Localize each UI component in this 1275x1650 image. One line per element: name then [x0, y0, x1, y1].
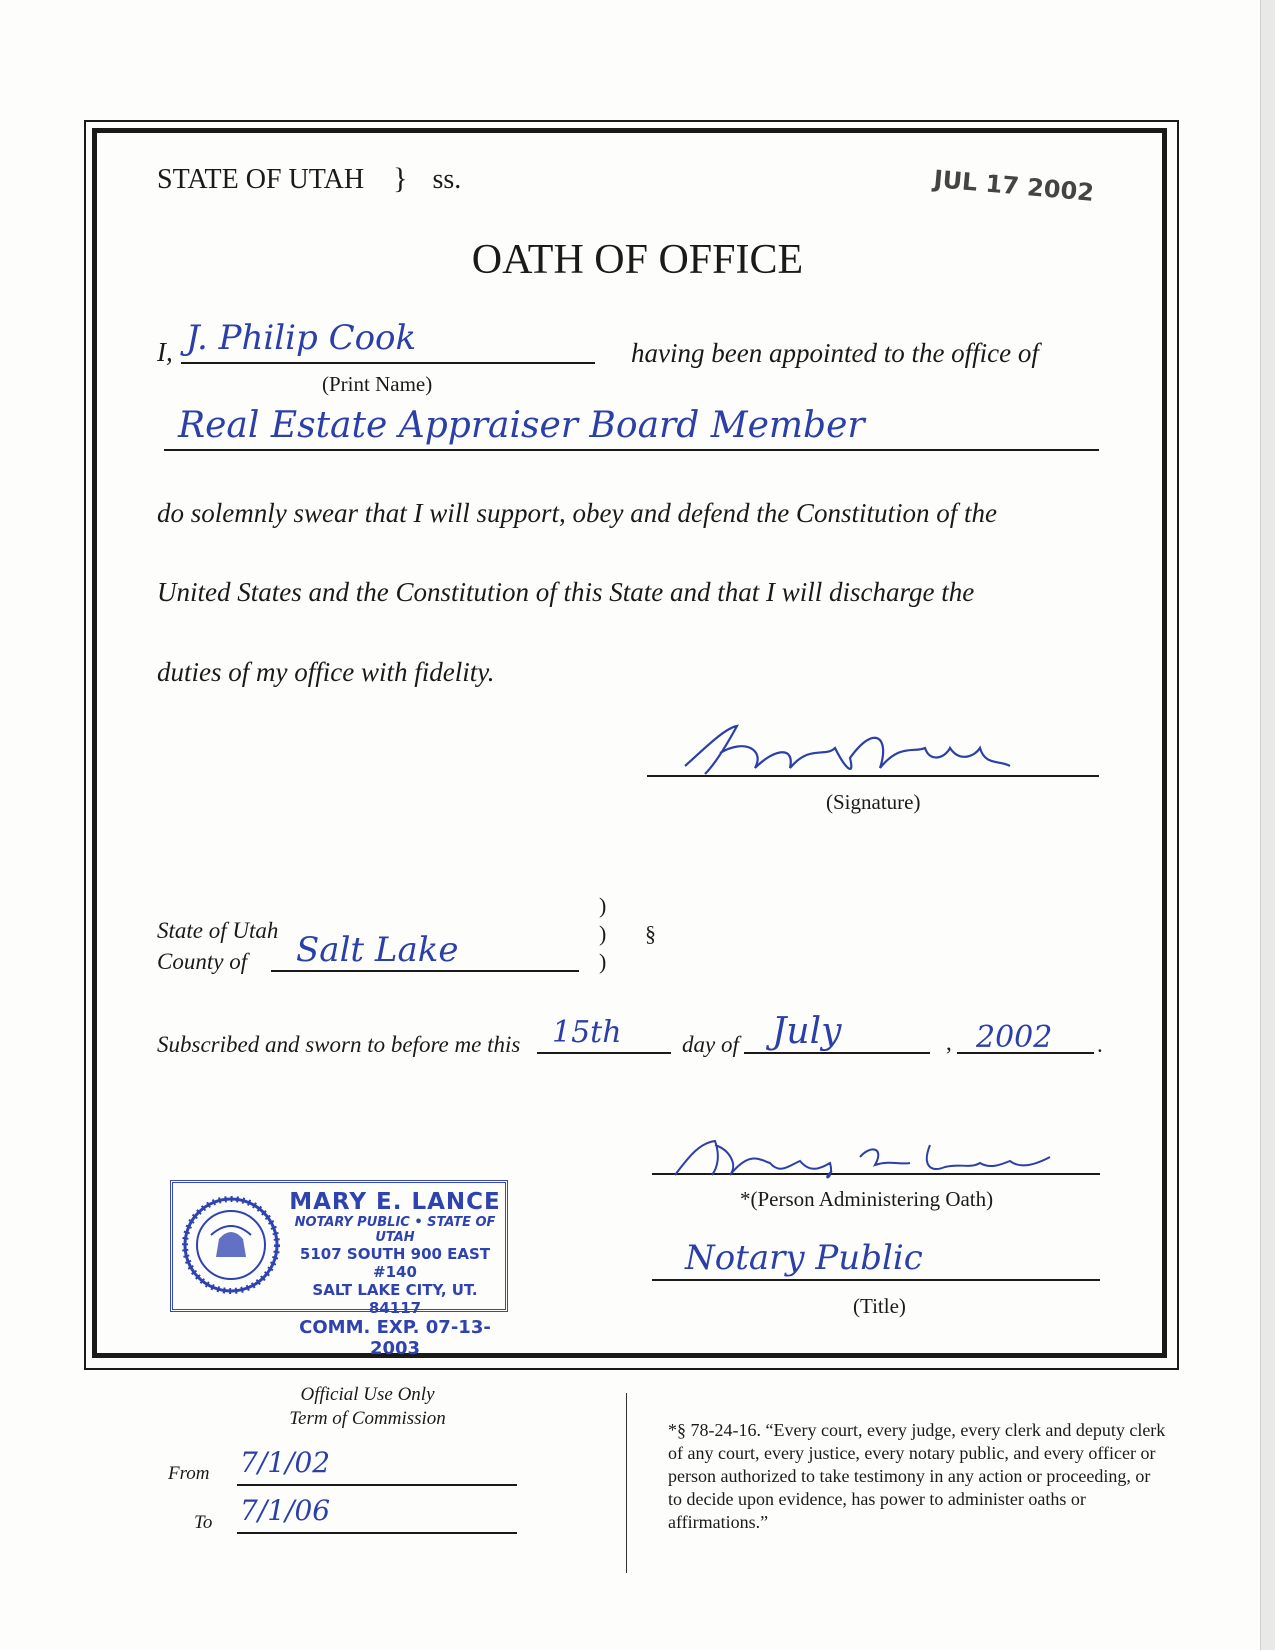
- print-name-caption: (Print Name): [322, 372, 433, 396]
- statute-footnote: *§ 78-24-16. “Every court, every judge, every clerk and deputy clerk of any court, every justice, every notary public, and every officer or person authorized to take testimony in any action or proceeding, or to decide upon evidence, has power to administer oaths or affirmations.”: [668, 1420, 1166, 1532]
- jurat-county-label: County of: [157, 949, 248, 974]
- notary-address: 5107 SOUTH 900 EAST #140: [299, 1245, 491, 1281]
- paren-2: ): [599, 921, 607, 946]
- section-symbol: §: [645, 921, 656, 946]
- ss-label: ss.: [432, 164, 462, 195]
- oath-taker-signature: [675, 718, 1015, 780]
- document-title: OATH OF OFFICE: [471, 237, 804, 283]
- day-line: [537, 1052, 671, 1054]
- from-label: From: [168, 1463, 210, 1484]
- paren-1: ): [599, 893, 607, 918]
- printed-name: J. Philip Cook: [186, 318, 417, 358]
- signature-caption: (Signature): [826, 790, 921, 814]
- to-line: [237, 1532, 517, 1534]
- received-date-stamp: JUL 17 2002: [932, 165, 1096, 207]
- period: .: [1097, 1032, 1103, 1057]
- year-value: 2002: [976, 1020, 1053, 1055]
- paren-3: ): [599, 949, 607, 974]
- administering-caption: *(Person Administering Oath): [740, 1187, 994, 1211]
- i-prefix: I,: [157, 337, 173, 367]
- subscribed-text: Subscribed and sworn to before me this: [157, 1032, 521, 1057]
- notary-seal-icon: [181, 1195, 281, 1295]
- month-value: July: [772, 1011, 842, 1052]
- oath-body-line-2: United States and the Constitution of this State and that I will discharge the: [157, 577, 975, 607]
- term-of-commission-heading: Term of Commission: [289, 1408, 446, 1429]
- jurat-state-label: State of Utah: [157, 918, 279, 943]
- notary-expiration: COMM. EXP. 07-13-2003: [299, 1317, 491, 1359]
- state-label: STATE OF UTAH: [157, 164, 365, 195]
- office-title: Real Estate Appraiser Board Member: [178, 405, 865, 446]
- title-line: [652, 1279, 1100, 1281]
- day-of-label: day of: [682, 1032, 739, 1057]
- county-value: Salt Lake: [296, 930, 459, 970]
- office-line: [164, 449, 1099, 451]
- notary-name: MARY E. LANCE: [289, 1189, 501, 1215]
- administering-signature: [660, 1135, 1060, 1181]
- month-line: [744, 1052, 930, 1054]
- notary-commission: NOTARY PUBLIC • STATE OF UTAH: [294, 1215, 496, 1245]
- to-value: 7/1/06: [240, 1494, 331, 1527]
- section-divider: [626, 1393, 627, 1573]
- official-use-heading: Official Use Only: [300, 1384, 435, 1405]
- appointed-text: having been appointed to the office of: [631, 338, 1039, 368]
- notary-city: SALT LAKE CITY, UT. 84117: [312, 1281, 478, 1317]
- title-caption: (Title): [853, 1294, 906, 1318]
- to-label: To: [194, 1512, 213, 1533]
- county-line: [271, 970, 579, 972]
- oath-body-line-3: duties of my office with fidelity.: [157, 657, 495, 687]
- comma: ,: [946, 1030, 952, 1055]
- from-line: [237, 1484, 517, 1486]
- brace: }: [393, 162, 408, 195]
- day-value: 15th: [552, 1015, 622, 1050]
- oath-body-line-1: do solemnly swear that I will support, obey and defend the Constitution of the: [157, 498, 997, 528]
- from-value: 7/1/02: [240, 1446, 331, 1479]
- state-heading: [157, 162, 461, 196]
- notary-stamp-text: [285, 1189, 505, 1359]
- name-line: [181, 362, 595, 364]
- notary-stamp: [170, 1180, 508, 1359]
- title-value: Notary Public: [685, 1238, 923, 1278]
